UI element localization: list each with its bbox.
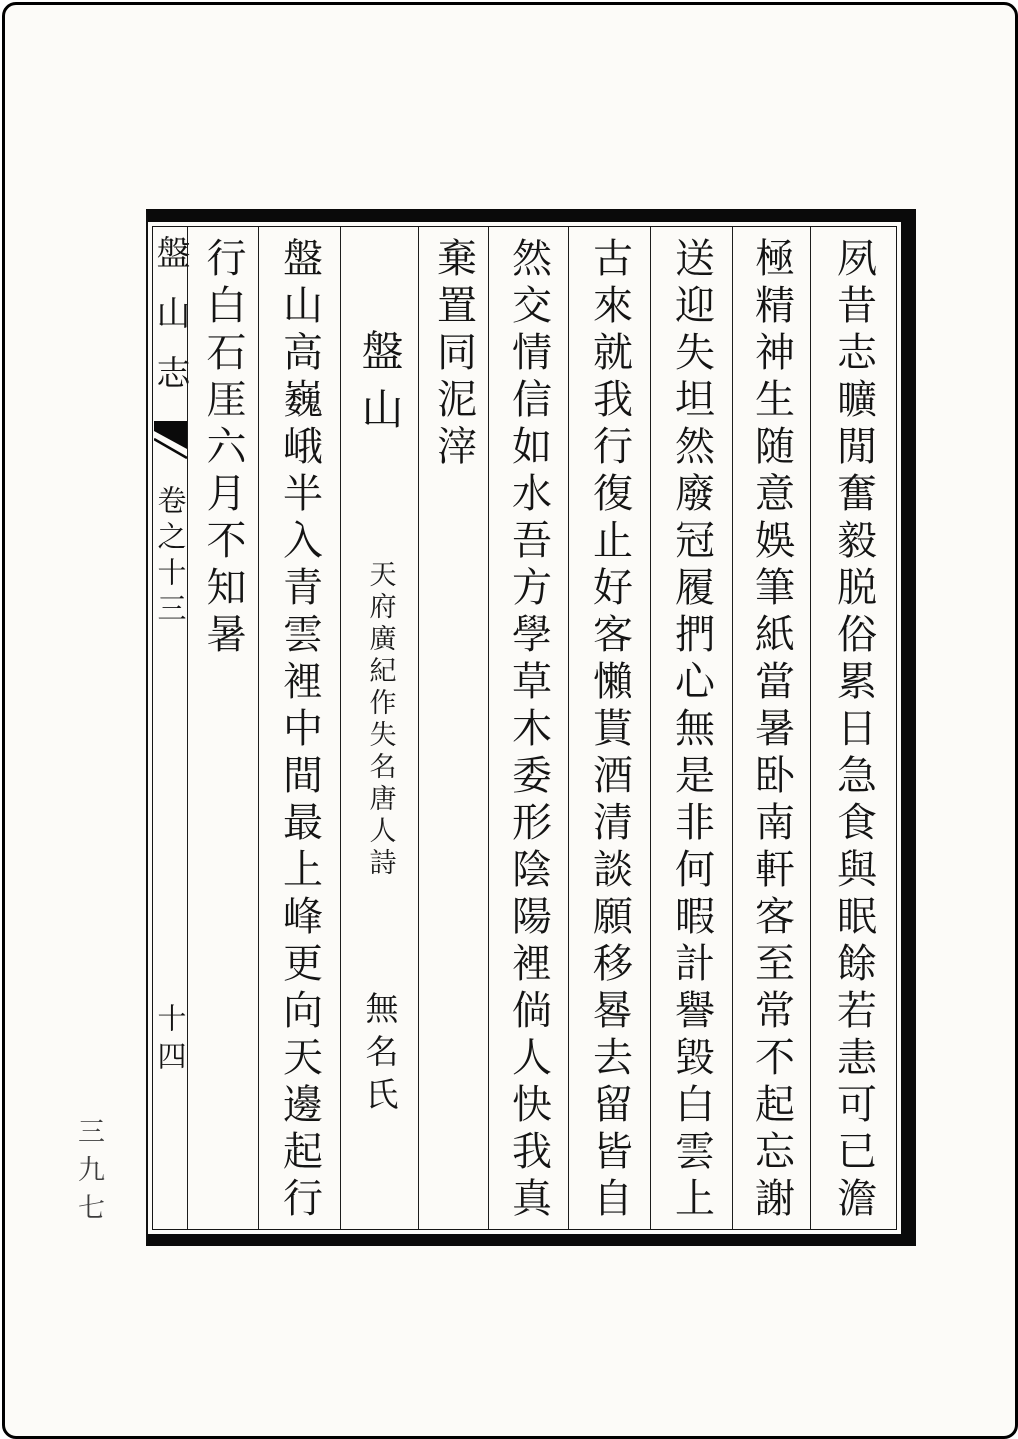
text-column-8 <box>258 227 340 1229</box>
text-column-1 <box>810 227 896 1229</box>
poem-header-column <box>340 227 418 1229</box>
column-6-text: 棄置同泥滓 <box>430 237 477 472</box>
text-column-2 <box>732 227 810 1229</box>
column-1-text: 夙昔志曠閒奮毅脱俗累日急食與眠餘若恚可已澹 <box>830 237 877 1224</box>
scanned-page <box>2 2 1018 1439</box>
spine-volume-label: 卷之十三 <box>153 485 188 629</box>
text-column-3 <box>650 227 732 1229</box>
text-column-9 <box>187 227 258 1229</box>
column-4-text: 古來就我行復止好客懶貰酒清談願移晷去留皆自 <box>586 237 633 1224</box>
spine-column <box>150 227 190 1229</box>
fishtail-icon <box>153 421 187 477</box>
column-3-text: 送迎失坦然廢冠履捫心無是非何暇計譽毀白雲上 <box>668 237 715 1224</box>
text-column-4 <box>568 227 650 1229</box>
poem-header-text <box>355 227 405 1229</box>
poem-title: 盤山 <box>355 329 405 445</box>
poem-author: 無名氏 <box>360 991 400 1120</box>
spine-leaf-number: 十四 <box>153 1003 188 1079</box>
text-column-5 <box>488 227 568 1229</box>
text-column-6 <box>418 227 488 1229</box>
column-2-text: 極精神生随意娛筆紙當暑卧南軒客至常不起忘謝 <box>748 237 795 1224</box>
folio-page-number: 三九七 <box>73 1117 104 1231</box>
print-frame <box>146 209 916 1246</box>
column-9-text: 行白石厓六月不知暑 <box>200 237 246 660</box>
spine-book-title: 盤山志 <box>150 235 190 415</box>
column-5-text: 然交情信如水吾方學草木委形陰陽裡倘人快我真 <box>505 237 552 1224</box>
column-8-text: 盤山高巍峨半入青雲裡中間最上峰更向天邊起行 <box>276 237 323 1224</box>
text-block <box>152 226 897 1230</box>
poem-source-annotation: 天府廣紀作失名唐人詩 <box>364 560 396 880</box>
